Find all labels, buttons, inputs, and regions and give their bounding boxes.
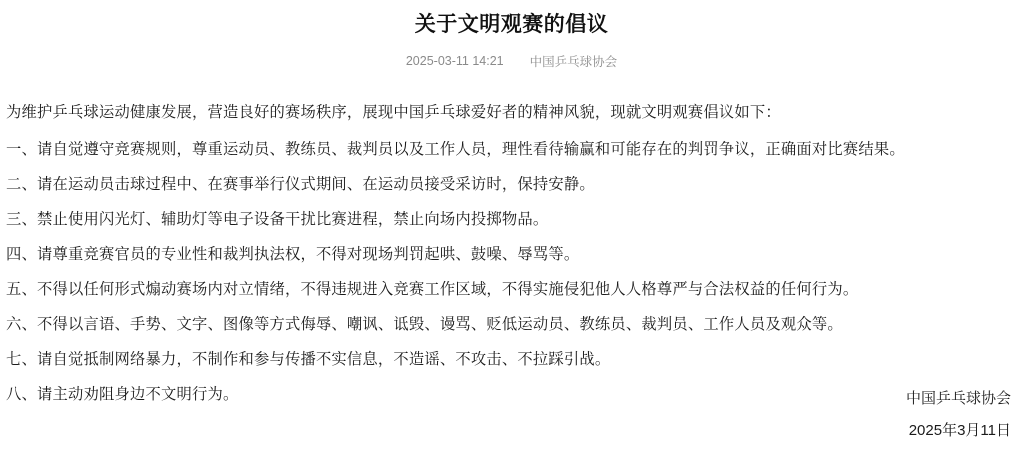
paragraph-item-1: 一、请自觉遵守竞赛规则，尊重运动员、教练员、裁判员以及工作人员，理性看待输赢和可能存在的判罚争议，正确面对比赛结果。 (6, 141, 905, 158)
paragraph-intro: 为维护乒乓球运动健康发展，营造良好的赛场秩序，展现中国乒乓球爱好者的精神风貌，现就文明观赛倡议如下： (6, 104, 781, 121)
paragraph-item-5: 五、不得以任何形式煽动赛场内对立情绪，不得违规进入竞赛工作区域，不得实施侵犯他人人格尊严与合法权益的任何行为。 (6, 281, 859, 298)
paragraph-item-8: 八、请主动劝阻身边不文明行为。 (6, 386, 239, 403)
publish-date: 2025-03-11 14:21 (405, 54, 504, 68)
page-title: 关于文明观赛的倡议 (414, 13, 609, 36)
paragraph-item-7: 七、请自觉抵制网络暴力，不制作和参与传播不实信息，不造谣、不攻击、不拉踩引战。 (6, 351, 611, 368)
paragraph-item-4: 四、请尊重竞赛官员的专业性和裁判执法权，不得对现场判罚起哄、鼓噪、辱骂等。 (6, 246, 580, 263)
paragraph-item-3: 三、禁止使用闪光灯、辅助灯等电子设备干扰比赛进程，禁止向场内投掷物品。 (6, 211, 549, 228)
publish-source: 中国乒乓球协会 (529, 55, 618, 69)
document-meta (0, 52, 1023, 70)
signature-organization: 中国乒乓球协会 (905, 390, 1011, 407)
document-header (0, 0, 1023, 70)
document-signature (906, 383, 1011, 447)
signature-date: 2025年3月11日 (908, 422, 1011, 439)
document-body (0, 96, 1023, 411)
paragraph-item-2: 二、请在运动员击球过程中、在赛事举行仪式期间、在运动员接受采访时，保持安静。 (6, 176, 595, 193)
paragraph-item-6: 六、不得以言语、手势、文字、图像等方式侮辱、嘲讽、诋毁、谩骂、贬低运动员、教练员、裁判员、工作人员及观众等。 (6, 316, 843, 333)
